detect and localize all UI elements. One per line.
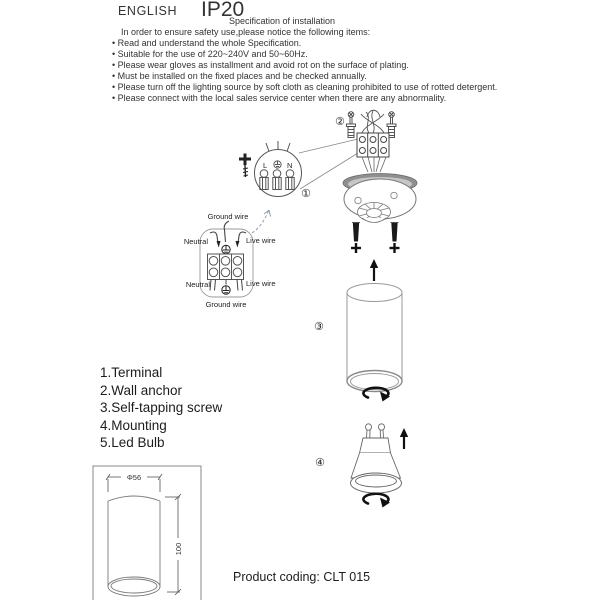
- wires-to-canopy: [362, 157, 386, 172]
- mounting-canopy: [343, 174, 417, 223]
- terminal-detail-diagram: [255, 141, 302, 197]
- step-1-number: ①: [301, 187, 311, 200]
- diameter-value: Φ56: [126, 473, 142, 482]
- terminal-l-label: L: [263, 161, 268, 170]
- led-bulb-icon: [351, 424, 402, 493]
- up-arrow-icon: [400, 428, 408, 449]
- parts-item: 1.Terminal: [100, 365, 163, 380]
- height-dimension: [165, 494, 183, 595]
- step-4-number: ④: [315, 456, 325, 469]
- parts-item: 2.Wall anchor: [100, 382, 183, 398]
- safety-item: • Suitable for the use of 220~240V and 50~60Hz.: [112, 49, 308, 59]
- ground-wire-top-label: Ground wire: [207, 212, 249, 221]
- earth-symbol-icon: [274, 161, 281, 168]
- neutral-top-label: Neutral: [183, 237, 208, 246]
- screw-icon: [239, 154, 251, 178]
- diameter-dimension: [106, 473, 162, 492]
- language-heading: ENGLISH: [118, 4, 178, 18]
- wall-anchor-icon: [347, 112, 356, 138]
- safety-item: • Read and understand the whole Specification.: [112, 38, 302, 48]
- lamp-body-cylinder: [347, 284, 402, 392]
- self-tapping-screw-icon: [351, 222, 361, 253]
- parts-item: 3.Self-tapping screw: [100, 400, 223, 415]
- wiring-terminal-block: [208, 254, 244, 280]
- pointer-arrow-icon: [252, 210, 271, 233]
- up-arrow-icon: [370, 259, 378, 281]
- parts-item: 4.Mounting: [100, 417, 167, 433]
- step-2-number: ②: [335, 115, 345, 128]
- neutral-bottom-label: Neutral: [185, 280, 210, 289]
- terminal-block: [357, 133, 389, 157]
- rotate-arrow-icon: [363, 494, 390, 508]
- intro-line: In order to ensure safety use,please notice the following items:: [121, 27, 371, 37]
- safety-item: • Please wear gloves as installment and avoid rot on the surface of plating.: [112, 60, 409, 70]
- ip-rating: IP20: [201, 0, 245, 21]
- tech-cylinder: [108, 496, 160, 596]
- spec-subtitle: Specification of installation: [229, 16, 336, 26]
- live-wire-bottom-label: Live wire: [246, 279, 276, 288]
- parts-item: 5.Led Bulb: [100, 435, 165, 450]
- safety-item: • Must be installed on the fixed places and be checked annually.: [112, 71, 367, 81]
- terminal-lugs: [260, 170, 294, 190]
- tech-drawing: [93, 466, 201, 600]
- product-coding: Product coding: CLT 015: [233, 570, 371, 584]
- height-value: 100: [174, 542, 183, 556]
- twisted-wires: [361, 110, 384, 133]
- safety-item: • Please connect with the local sales service center when there are any abnormality.: [112, 93, 447, 103]
- earth-symbol-icon: [222, 286, 230, 294]
- earth-symbol-icon: [222, 245, 230, 253]
- wiring-diagram: [184, 210, 276, 309]
- live-wire-top-label: Live wire: [246, 236, 276, 245]
- safety-item: • Please turn off the lighting source by soft cloth as cleaning prohibited to use of rotted detergent.: [112, 82, 498, 92]
- lamp-socket: [358, 203, 391, 223]
- ground-wire-bottom-label: Ground wire: [205, 300, 247, 309]
- terminal-n-label: N: [287, 161, 293, 170]
- step-3-number: ③: [314, 320, 324, 333]
- self-tapping-screw-icon: [390, 222, 400, 253]
